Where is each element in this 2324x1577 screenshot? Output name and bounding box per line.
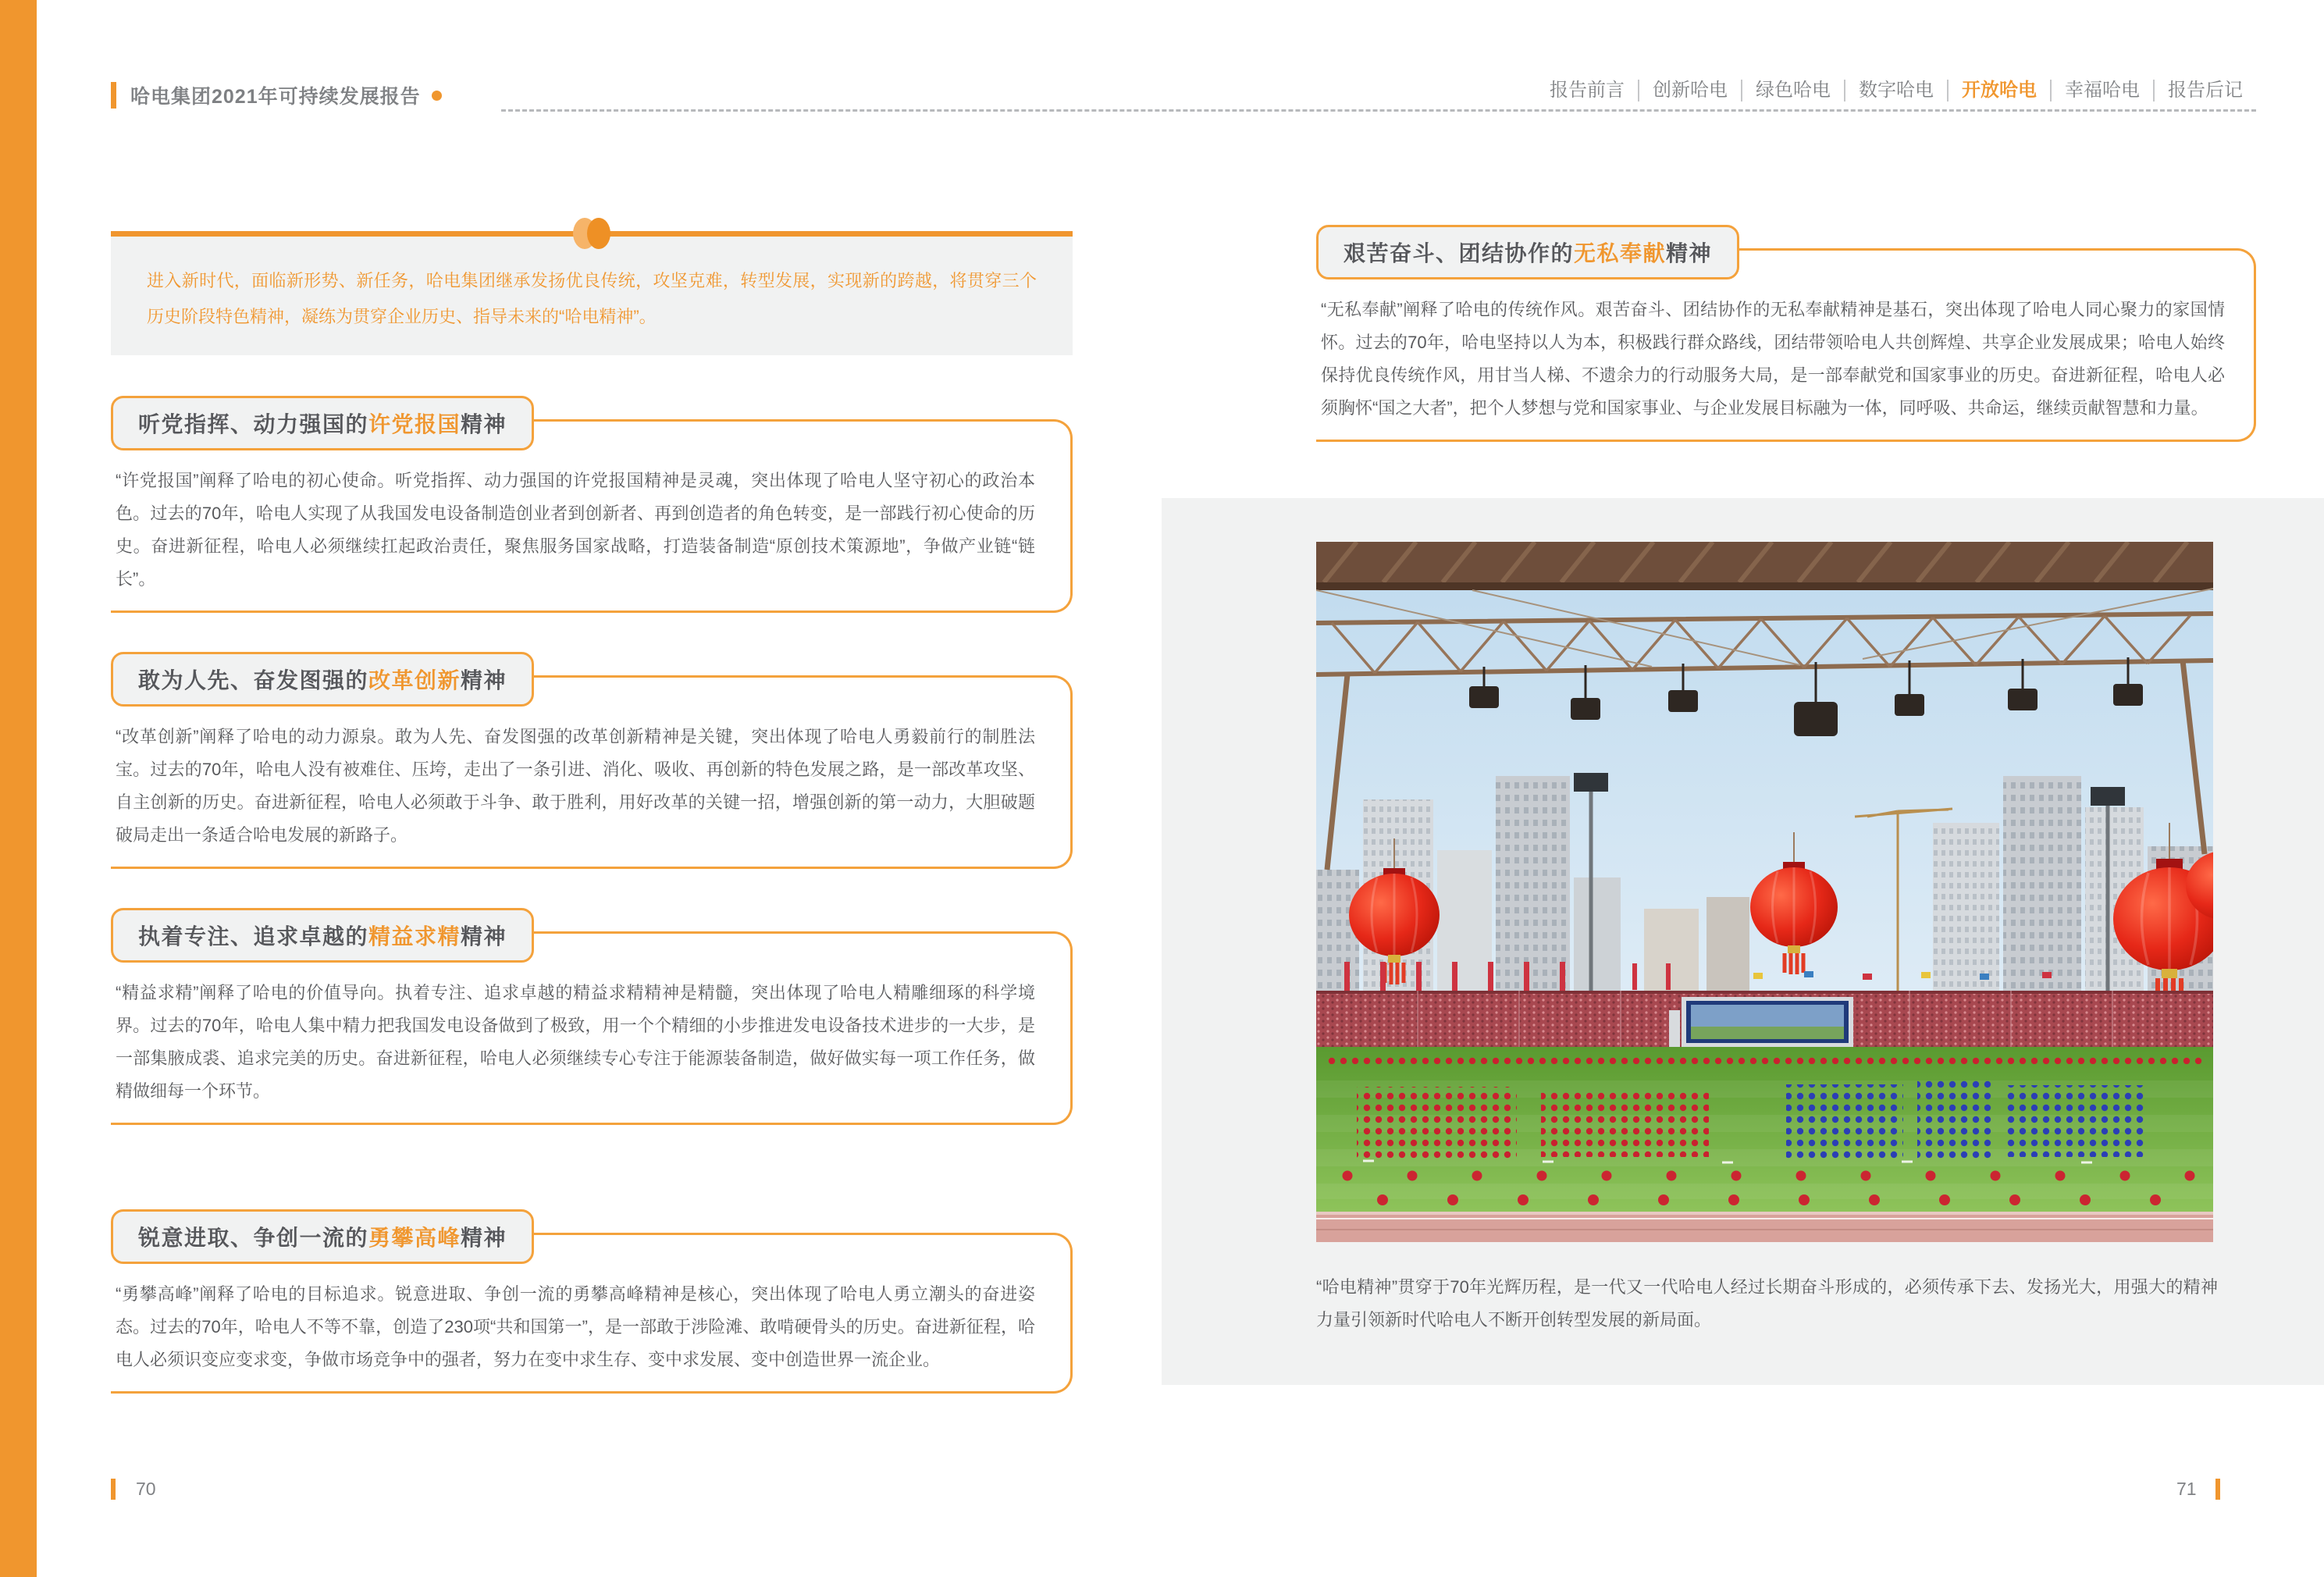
section-body-text: “许党报国”阐释了哈电的初心使命。听党指挥、动力强国的许党报国精神是灵魂，突出体现了哈电人坚守初心的政治本色。过去的70年，哈电人实现了从我国发电设备制造创业者到创新者、再到创造者的角色转变，是一部践行初心使命的历史。奋进新征程，哈电人必须继续扛起政治责任，聚焦服务国家战略，打造装备制造“原创技术策源地”，争做产业链“链长”。 xyxy=(116,471,1035,589)
report-title-block xyxy=(111,81,442,109)
spirit-section-dedication xyxy=(1316,225,2256,442)
section-title-suffix: 精神 xyxy=(1666,241,1713,265)
intro-highlight-box xyxy=(111,231,1073,355)
photo-caption: “哈电精神”贯穿于70年光辉历程，是一代又一代哈电人经过长期奋斗形成的，必须传承下去、发扬光大，用强大的精神力量引领新时代哈电人不断开创转型发展的新局面。 xyxy=(1316,1277,2218,1330)
section-title-prefix: 敢为人先、奋发图强的 xyxy=(138,668,369,692)
title-tick-icon xyxy=(111,82,116,109)
stadium-photo xyxy=(1316,542,2213,1242)
header-dot-icon xyxy=(432,91,442,101)
page-number-value: 70 xyxy=(136,1479,156,1499)
page-number-tick-icon xyxy=(111,1479,116,1500)
section-title-suffix: 精神 xyxy=(461,924,507,949)
page-number-left xyxy=(111,1479,156,1500)
nav-item-innovative-he[interactable]: 创新哈电 xyxy=(1638,80,1741,101)
nav-item-green-he[interactable]: 绿色哈电 xyxy=(1741,80,1844,101)
section-title-prefix: 听党指挥、动力强国的 xyxy=(138,412,369,436)
page-number-value: 71 xyxy=(2176,1479,2197,1499)
section-title-suffix: 精神 xyxy=(461,1226,507,1250)
section-title-prefix: 执着专注、追求卓越的 xyxy=(138,924,369,949)
report-title: 哈电集团2021年可持续发展报告 xyxy=(130,86,421,108)
section-title-prefix: 锐意进取、争创一流的 xyxy=(138,1226,369,1250)
left-edge-band xyxy=(0,0,37,1577)
nav-item-preface[interactable]: 报告前言 xyxy=(1550,80,1625,101)
page-number-right xyxy=(2176,1479,2220,1500)
section-title-suffix: 精神 xyxy=(461,412,507,436)
nav-item-open-he[interactable]: 开放哈电 xyxy=(1947,80,2050,101)
spirit-section-loyalty xyxy=(111,396,1073,613)
performers-blue-formation xyxy=(1786,1080,2144,1159)
section-title-badge xyxy=(111,396,534,450)
spirit-section-peak xyxy=(111,1209,1073,1394)
intro-text: 进入新时代，面临新形势、新任务，哈电集团继承发扬优良传统，攻坚克难，转型发展，实现新的跨越，将贯穿三个历史阶段特色精神，凝练为贯穿企业历史、指导未来的“哈电精神”。 xyxy=(147,271,1037,326)
nav-item-happy-he[interactable]: 幸福哈电 xyxy=(2050,80,2153,101)
section-title-highlight: 勇攀高峰 xyxy=(368,1226,461,1250)
section-title-highlight: 许党报国 xyxy=(368,412,461,436)
section-body-text: “精益求精”阐释了哈电的价值导向。执着专注、追求卓越的精益求精精神是精髓，突出体现了哈电人精雕细琢的科学境界。过去的70年，哈电人集中精力把我国发电设备做到了极致，用一个个精细的小步推进发电设备技术进步的一大步，是一部集腋成裘、追求完美的历史。奋进新征程，哈电人必须继续专心专注于能源装备制造，做好做实每一项工作任务，做精做细每一个环节。 xyxy=(116,983,1035,1101)
spirit-section-excellence xyxy=(111,908,1073,1125)
photo-panel xyxy=(1162,498,2324,1385)
performers-back-row xyxy=(1326,1054,2204,1064)
led-screen xyxy=(1669,997,1853,1047)
section-body-text: “勇攀高峰”阐释了哈电的目标追求。锐意进取、争创一流的勇攀高峰精神是核心，突出体现了哈电人勇立潮头的奋进姿态。过去的70年，哈电人不等不靠，创造了230项“共和国第一”，是一部敢于涉险滩、敢啃硬骨头的历史。奋进新征程，哈电人必须识变应变求变，争做市场竞争中的强者，努力在变中求生存、变中求发展、变中创造世界一流企业。 xyxy=(116,1284,1035,1369)
spirit-section-reform xyxy=(111,652,1073,869)
nav-item-postscript[interactable]: 报告后记 xyxy=(2153,80,2256,101)
left-page-column xyxy=(111,231,1073,1394)
running-track xyxy=(1316,1212,2213,1242)
right-page-column xyxy=(1316,225,2256,442)
section-title-highlight: 改革创新 xyxy=(368,668,461,692)
nav-item-digital-he[interactable]: 数字哈电 xyxy=(1844,80,1947,101)
intro-ribbon-icon xyxy=(573,218,610,249)
page-number-tick-icon xyxy=(2215,1479,2220,1500)
section-title-badge xyxy=(1316,225,1739,279)
section-title-badge xyxy=(111,652,534,707)
section-body-text: “改革创新”阐释了哈电的动力源泉。敢为人先、奋发图强的改革创新精神是关键，突出体现了哈电人勇毅前行的制胜法宝。过去的70年，哈电人没有被难住、压垮，走出了一条引进、消化、吸收、再创新的特色发展之路，是一部改革攻坚、自主创新的历史。奋进新征程，哈电人必须敢于斗争、敢于胜利，用好改革的关键一招，增强创新的第一动力，大胆破题破局走出一条适合哈电发展的新路子。 xyxy=(116,727,1035,845)
section-title-badge xyxy=(111,1209,534,1264)
section-title-prefix: 艰苦奋斗、团结协作的 xyxy=(1344,241,1575,265)
section-body-text: “无私奉献”阐释了哈电的传统作风。艰苦奋斗、团结协作的无私奉献精神是基石，突出体现了哈电人同心聚力的家国情怀。过去的70年，哈电坚持以人为本，积极践行群众路线，团结带领哈电人共创辉煌、共享企业发展成果；哈电人始终保持优良传统作风，用甘当人梯、不遗余力的行动服务大局，是一部奉献党和国家事业的历史。奋进新征程，哈电人必须胸怀“国之大者”，把个人梦想与党和国家事业、与企业发展目标融为一体，同呼吸、共命运，继续贡献智慧和力量。 xyxy=(1321,300,2225,418)
section-title-highlight: 精益求精 xyxy=(368,924,461,949)
header-dashed-rule xyxy=(501,109,2256,112)
stadium-photo-graphic xyxy=(1316,542,2213,1242)
section-title-suffix: 精神 xyxy=(461,668,507,692)
section-title-badge xyxy=(111,908,534,963)
chapter-nav xyxy=(1536,78,2256,103)
section-title-highlight: 无私奉献 xyxy=(1574,241,1667,265)
page-header xyxy=(111,78,2256,119)
